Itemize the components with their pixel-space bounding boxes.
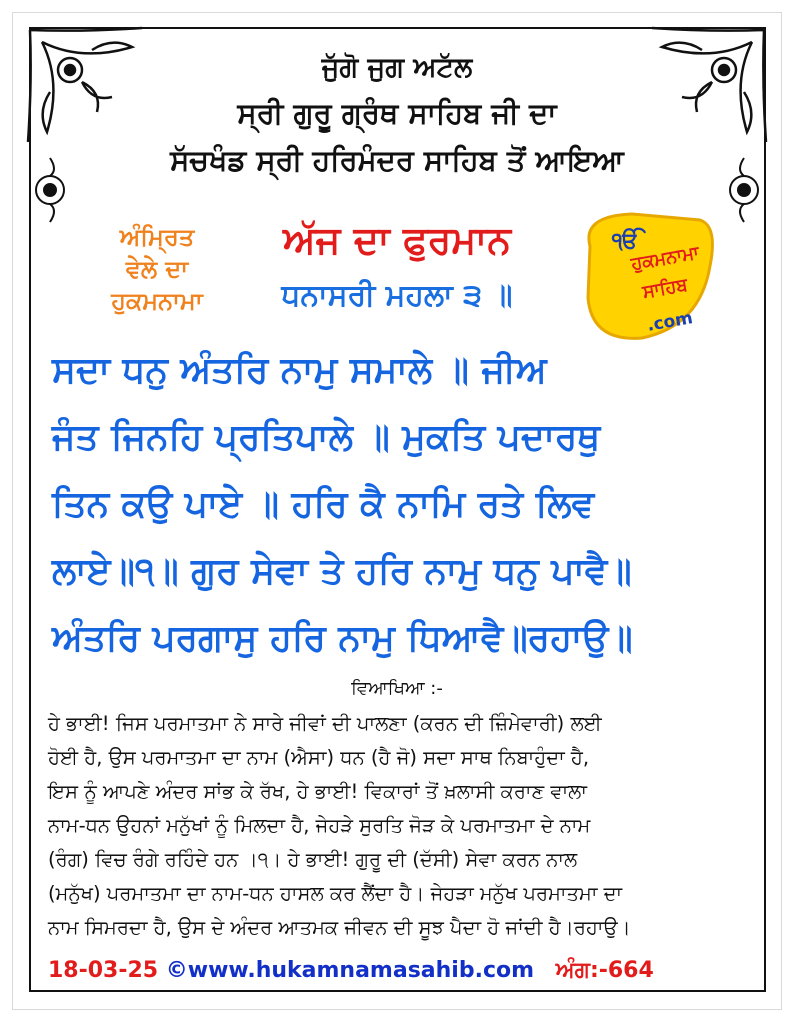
explanation-line: ਨਾਮ-ਧਨ ਉਹਨਾਂ ਮਨੁੱਖਾਂ ਨੂੰ ਮਿਲਦਾ ਹੈ, ਜੇਹੜੇ ਸੁਰਤਿ ਜੋੜ ਕੇ ਪਰਮਾਤਮਾ ਦੇ ਨਾਮ — [48, 814, 591, 837]
logo-text-line-1: ਹੁਕਮਨਾਮਾ — [629, 242, 701, 275]
amrit-line-3: ਹੁਕਮਨਾਮਾ — [111, 287, 203, 315]
explanation-line: ਹੋਈ ਹੈ, ਉਸ ਪਰਮਾਤਮਾ ਦਾ ਨਾਮ (ਐਸਾ) ਧਨ (ਹੈ ਜੋ) ਸਦਾ ਸਾਥ ਨਿਬਾਹੁੰਦਾ ਹੈ, — [48, 746, 590, 769]
explanation-line: ਇਸ ਨੂੰ ਆਪਣੇ ਅੰਦਰ ਸਾਂਭ ਕੇ ਰੱਖ, ਹੇ ਭਾਈ! ਵਿਕਾਰਾਂ ਤੋਂ ਖ਼ਲਾਸੀ ਕਰਾਣ ਵਾਲਾ — [48, 780, 587, 803]
gurbani-line: ਅੰਤਰਿ ਪਰਗਾਸੁ ਹਰਿ ਨਾਮੁ ਧਿਆਵੈ॥ਰਹਾਉ॥ — [52, 618, 633, 659]
logo-text-line-2: ਸਾਹਿਬ — [640, 274, 690, 303]
logo-text-com: .com — [645, 308, 695, 336]
header-line-1: ਜੁੱਗੋ ਜੁਗ ਅਟੱਲ — [321, 52, 473, 83]
header-line-3: ਸੱਚਖੰਡ ਸ੍ਰੀ ਹਰਿਮੰਦਰ ਸਾਹਿਬ ਤੋਂ ਆਇਆ — [170, 143, 624, 177]
amrit-line-1: ਅੰਮ੍ਰਿਤ — [119, 223, 195, 251]
ik-onkar-symbol: ੴ — [612, 229, 639, 254]
explanation-line: (ਮਨੁੱਖ) ਪਰਮਾਤਮਾ ਦਾ ਨਾਮ-ਧਨ ਹਾਸਲ ਕਰ ਲੈਂਦਾ ਹੈ। ਜੇਹੜਾ ਮਨੁੱਖ ਪਰਮਾਤਮਾ ਦਾ — [48, 882, 623, 905]
gurbani-line: ਜੰਤ ਜਿਨਹਿ ਪ੍ਰਤਿਪਾਲੇ ॥ ਮੁਕਤਿ ਪਦਾਰਥੁ — [52, 417, 601, 458]
explanation-line: ਨਾਮ ਸਿਮਰਦਾ ਹੈ, ਉਸ ਦੇ ਅੰਦਰ ਆਤਮਕ ਜੀਵਨ ਦੀ ਸੂਝ ਪੈਦਾ ਹੋ ਜਾਂਦੀ ਹੈ।ਰਹਾਉ। — [48, 916, 631, 939]
gurbani-line: ਲਾਏ॥੧॥ ਗੁਰ ਸੇਵਾ ਤੇ ਹਰਿ ਨਾਮੁ ਧਨੁ ਪਾਵੈ॥ — [52, 551, 632, 592]
gurbani-line: ਤਿਨ ਕਉ ਪਾਏ ॥ ਹਰਿ ਕੈ ਨਾਮਿ ਰਤੇ ਲਿਵ — [52, 484, 595, 525]
explanation-line: (ਰੰਗ) ਵਿਚ ਰੰਗੇ ਰਹਿੰਦੇ ਹਨ ।੧। ਹੇ ਭਾਈ! ਗੁਰੂ ਦੀ (ਦੱਸੀ) ਸੇਵਾ ਕਰਨ ਨਾਲ — [48, 848, 578, 871]
vyakhya-label: ਵਿਆਖਿਆ :- — [351, 678, 443, 699]
amrit-line-2: ਵੇਲੇ ਦਾ — [125, 255, 189, 283]
footer-website-link[interactable]: ©www.hukamnamasahib.com — [165, 958, 535, 983]
gurbani-line: ਸਦਾ ਧਨੁ ਅੰਤਰਿ ਨਾਮੁ ਸਮਾਲੇ ॥ ਜੀਅ — [52, 350, 547, 391]
page-title: ਅੱਜ ਦਾ ਫੁਰਮਾਨ — [283, 218, 511, 262]
footer-date: 18-03-25 — [48, 958, 159, 983]
raag-heading: ਧਨਾਸਰੀ ਮਹਲਾ ੩ ॥ — [281, 278, 513, 313]
footer-ang-number: ਅੰਗ:-664 — [555, 958, 654, 983]
explanation-line: ਹੇ ਭਾਈ! ਜਿਸ ਪਰਮਾਤਮਾ ਨੇ ਸਾਰੇ ਜੀਵਾਂ ਦੀ ਪਾਲਣਾ (ਕਰਨ ਦੀ ਜ਼ਿੰਮੇਵਾਰੀ) ਲਈ — [48, 712, 602, 735]
footer — [48, 958, 748, 983]
header-line-2: ਸ੍ਰੀ ਗੁਰੂ ਗ੍ਰੰਥ ਸਾਹਿਬ ਜੀ ਦਾ — [237, 96, 557, 130]
